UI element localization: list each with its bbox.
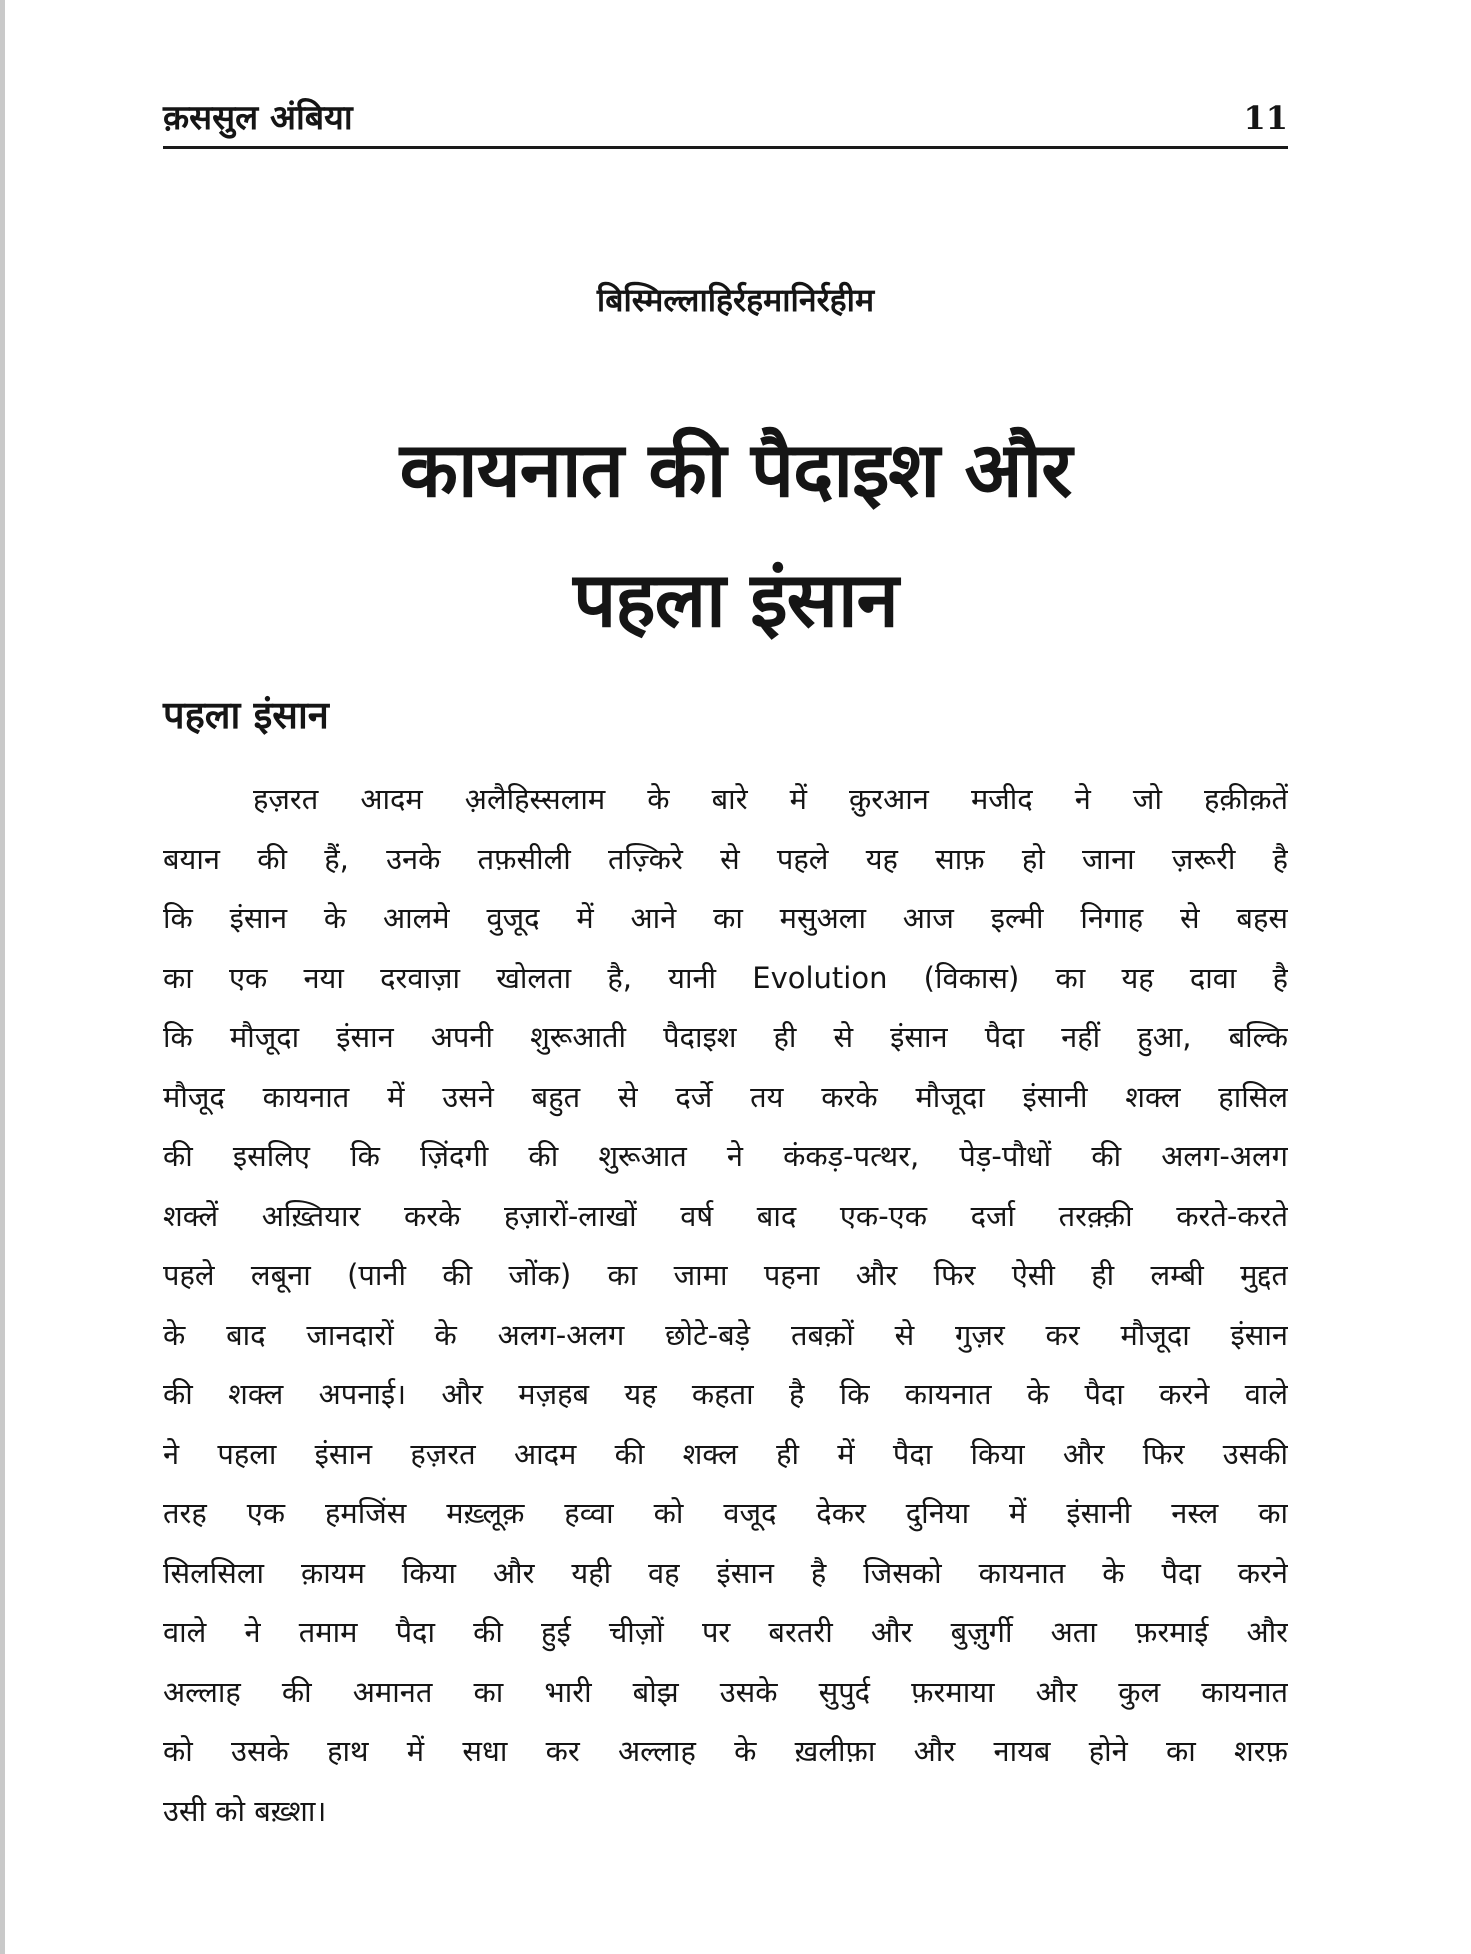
paragraph-line: पहले लबूना (पानी की जोंक) का जामा पहना और फिर ऐसी ही लम्बी मुद्दत (163, 1258, 1288, 1292)
paragraph-line: बयान की हैं, उनके तफ़सीली तज़्किरे से पहले यह साफ़ हो जाना ज़रूरी है (163, 841, 1288, 876)
book-title: क़ससुल अंबिया (163, 98, 353, 138)
paragraph-line: अल्लाह की अमानत का भारी बोझ उसके सुपुर्द फ़रमाया और कुल कायनात (163, 1674, 1288, 1709)
paragraph-line: का एक नया दरवाज़ा खोलता है, यानी Evolution (विकास) का यह दावा है (163, 960, 1288, 995)
paragraph-line: को उसके हाथ में सधा कर अल्लाह के ख़लीफ़ा और नायब होने का शरफ़ (163, 1734, 1288, 1768)
bismillah-invocation: बिस्मिल्लाहिर्रहमानिर्रहीम (596, 281, 875, 319)
paragraph-line: शक्लें अख़्तियार करके हज़ारों-लाखों वर्ष बाद एक-एक दर्जा तरक़्क़ी करते-करते (163, 1198, 1288, 1233)
paragraph-line: की इसलिए कि ज़िंदगी की शुरूआत ने कंकड़-पत्थर, पेड़-पौधों की अलग-अलग (163, 1139, 1288, 1173)
paragraph-line: मौजूद कायनात में उसने बहुत से दर्जे तय करके मौजूदा इंसानी शक्ल हासिल (163, 1079, 1288, 1114)
body-paragraph (163, 770, 1288, 1841)
paragraph-line: ने पहला इंसान हज़रत आदम की शक्ल ही में पैदा किया और फिर उसकी (163, 1436, 1288, 1471)
running-header (163, 96, 1288, 149)
paragraph-line: कि इंसान के आलमे वुजूद में आने का मसुअला आज इल्मी निगाह से बहस (163, 901, 1288, 935)
paragraph-line: कि मौजूदा इंसान अपनी शुरूआती पैदाइश ही से इंसान पैदा नहीं हुआ, बल्कि (163, 1020, 1288, 1054)
chapter-title-line-2: पहला इंसान (573, 555, 898, 644)
paragraph-line: वाले ने तमाम पैदा की हुई चीज़ों पर बरतरी और बुज़ुर्गी अता फ़रमाई और (163, 1615, 1288, 1649)
paragraph-line: हज़रत आदम अ़लैहिस्सलाम के बारे में क़ुरआन मजीद ने जो हक़ीक़तें (253, 782, 1288, 816)
section-heading: पहला इंसान (163, 693, 329, 737)
paragraph-line: उसी को बख़्शा। (163, 1793, 327, 1828)
paragraph-line: तरह एक हमजिंस मख़्लूक़ हव्वा को वजूद देकर दुनिया में इंसानी नस्ल का (163, 1496, 1288, 1530)
paragraph-line: के बाद जानदारों के अलग-अलग छोटे-बड़े तबक़ों से गुज़र कर मौजूदा इंसान (163, 1317, 1288, 1352)
chapter-title-line-1: कायनात की पैदाइश और (399, 425, 1072, 514)
chapter-title (0, 405, 1471, 665)
paragraph-line: की शक्ल अपनाई। और मज़हब यह कहता है कि कायनात के पैदा करने वाले (163, 1377, 1288, 1411)
paragraph-line: सिलसिला क़ायम किया और यही वह इंसान है जिसको कायनात के पैदा करने (163, 1555, 1288, 1590)
page-number: 11 (1243, 99, 1288, 137)
